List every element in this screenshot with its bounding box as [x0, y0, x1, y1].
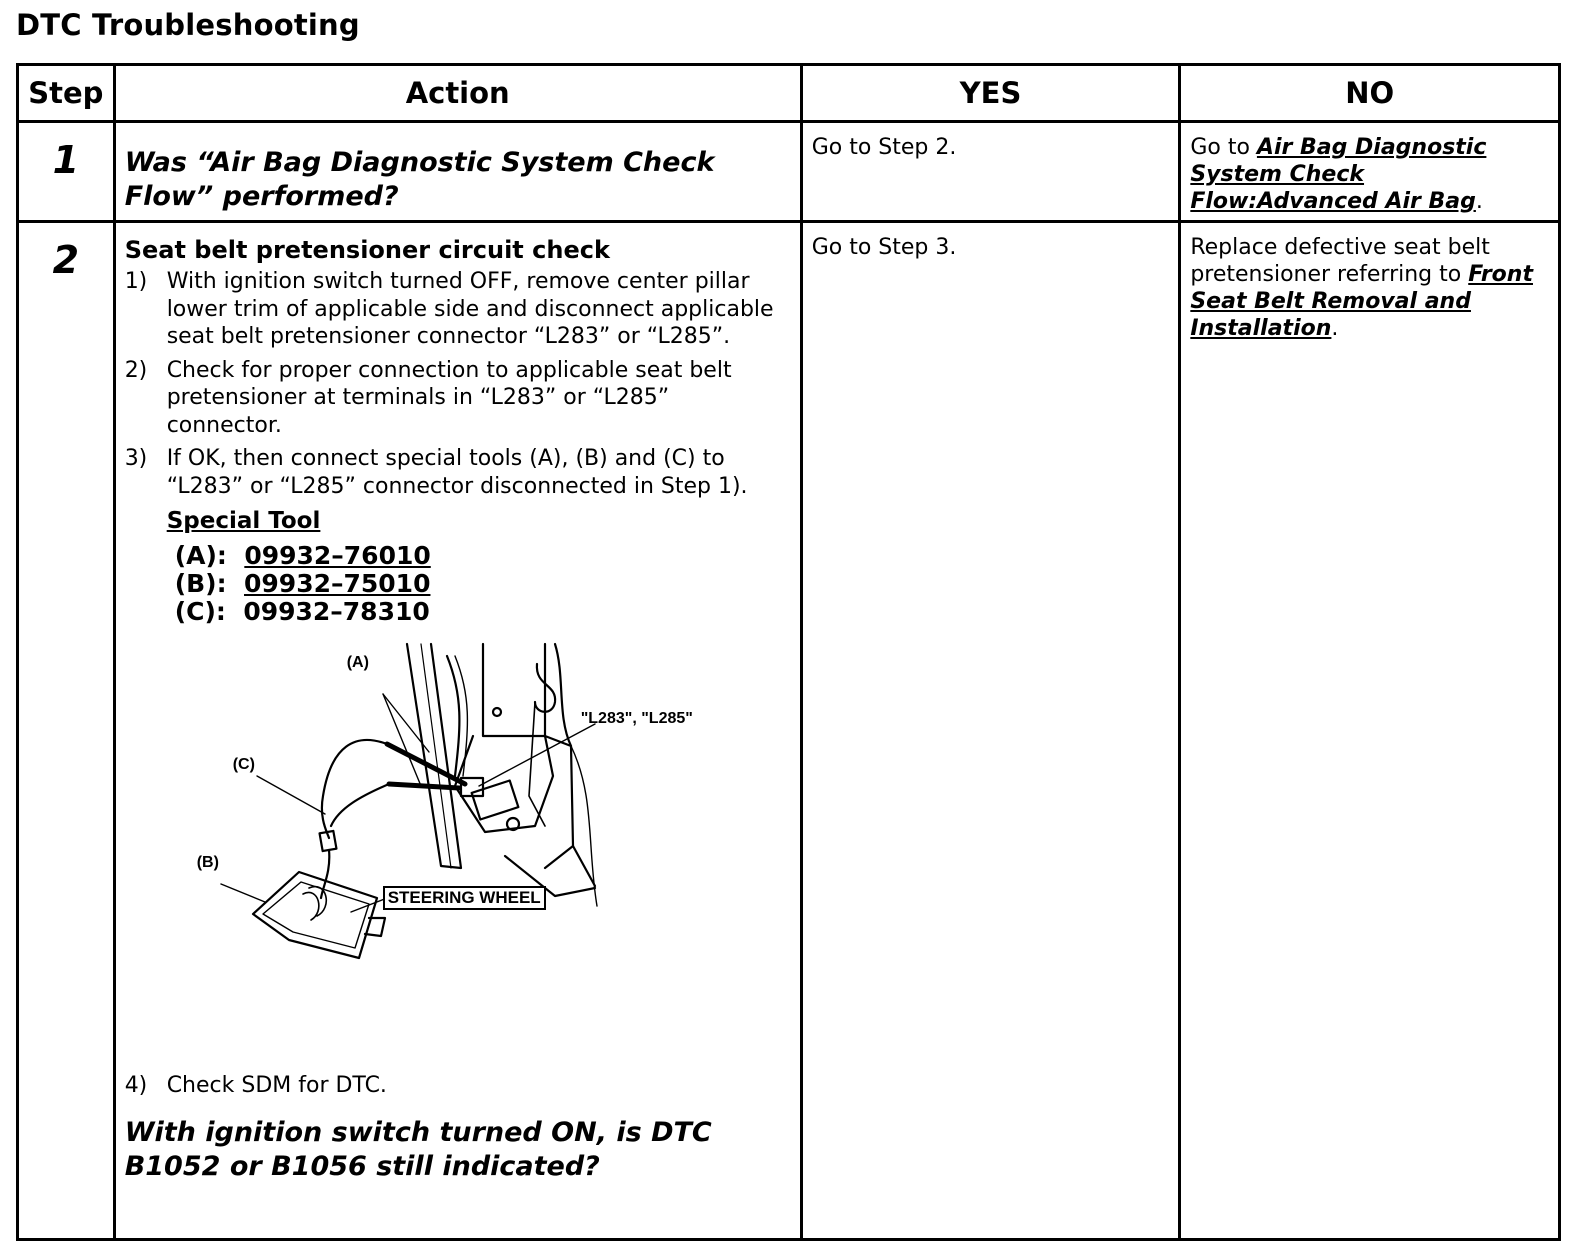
no-cell	[1180, 222, 1560, 1240]
yes-cell	[801, 122, 1180, 222]
label-tool-b: (B)	[196, 854, 219, 871]
header-step: Step	[18, 65, 115, 122]
list-item	[125, 357, 791, 440]
header-yes: YES	[801, 65, 1180, 122]
step-cell	[18, 222, 115, 1240]
procedure-list	[117, 268, 799, 500]
step-question: With ignition switch turned ON, is DTC B1052 or B1056 still indicated?	[124, 1116, 712, 1182]
header-row	[18, 65, 1560, 122]
tool-part-link[interactable]: 09932–76010	[244, 541, 431, 570]
tool-row	[167, 598, 799, 626]
special-tool-title: Special Tool	[166, 508, 321, 534]
list-item	[125, 268, 791, 351]
item-number: 4)	[124, 1073, 148, 1098]
step-question: Was “Air Bag Diagnostic System Check Flow” performed?	[124, 147, 715, 212]
no-suffix: .	[1475, 189, 1483, 214]
tool-part: 09932–78310	[243, 597, 430, 626]
table-row	[18, 222, 1560, 1240]
label-steering-wheel: STEERING WHEEL	[383, 886, 546, 910]
step-cell	[18, 122, 115, 222]
step-number: 1	[52, 138, 80, 182]
label-connector: "L283", "L285"	[580, 710, 693, 727]
item-text: Check for proper connection to applicable seat belt pretensioner at terminals in “L283” or “L285” connector.	[166, 357, 732, 438]
no-cell	[1180, 122, 1560, 222]
yes-text: Go to Step 3.	[811, 235, 957, 260]
no-text	[1182, 224, 1557, 342]
tool-row	[167, 570, 799, 598]
list-item	[125, 445, 791, 500]
yes-cell	[801, 222, 1180, 1240]
item-number: 3)	[124, 446, 148, 471]
document-title: DTC Troubleshooting	[16, 8, 360, 42]
header-no: NO	[1180, 65, 1560, 122]
label-tool-a: (A)	[346, 654, 369, 671]
connection-diagram	[125, 636, 785, 976]
item-text: If OK, then connect special tools (A), (B) and (C) to “L283” or “L285” connector disconnected in Step 1).	[166, 446, 748, 499]
no-text	[1182, 124, 1557, 215]
tool-label: (C):	[174, 597, 226, 626]
tool-part-link[interactable]: 09932–75010	[244, 569, 431, 598]
header-action: Action	[114, 65, 801, 122]
yes-text: Go to Step 2.	[811, 135, 957, 160]
seat-belt-removal-link[interactable]: Front Seat Belt Removal and Installation	[1190, 262, 1533, 341]
no-prefix: Go to	[1190, 135, 1257, 160]
action-cell	[114, 222, 801, 1240]
step-number: 2	[52, 238, 80, 282]
diagnostic-flow-link[interactable]: Air Bag Diagnostic System Check Flow:Advanced Air Bag	[1190, 135, 1487, 214]
table-row	[18, 122, 1560, 222]
section-heading: Seat belt pretensioner circuit check	[124, 236, 610, 264]
item-text: Check SDM for DTC.	[166, 1073, 387, 1098]
item-text: With ignition switch turned OFF, remove center pillar lower trim of applicable side and disconnect applicable seat belt pretensioner connector “L283” or “L285”.	[166, 269, 774, 349]
list-item	[125, 1072, 791, 1100]
no-suffix: .	[1331, 316, 1339, 341]
tool-label: (B):	[174, 569, 227, 598]
action-cell	[114, 122, 801, 222]
label-tool-c: (C)	[232, 756, 255, 773]
no-prefix: Replace defective seat belt pretensioner referring to	[1190, 235, 1490, 287]
tool-label: (A):	[174, 541, 227, 570]
diagram-illustration	[125, 636, 785, 976]
item-number: 1)	[124, 269, 148, 294]
item-number: 2)	[124, 357, 148, 383]
dtc-table	[16, 63, 1561, 1241]
special-tool-block	[117, 508, 799, 626]
tool-row	[167, 542, 799, 570]
procedure-list	[117, 1072, 799, 1100]
